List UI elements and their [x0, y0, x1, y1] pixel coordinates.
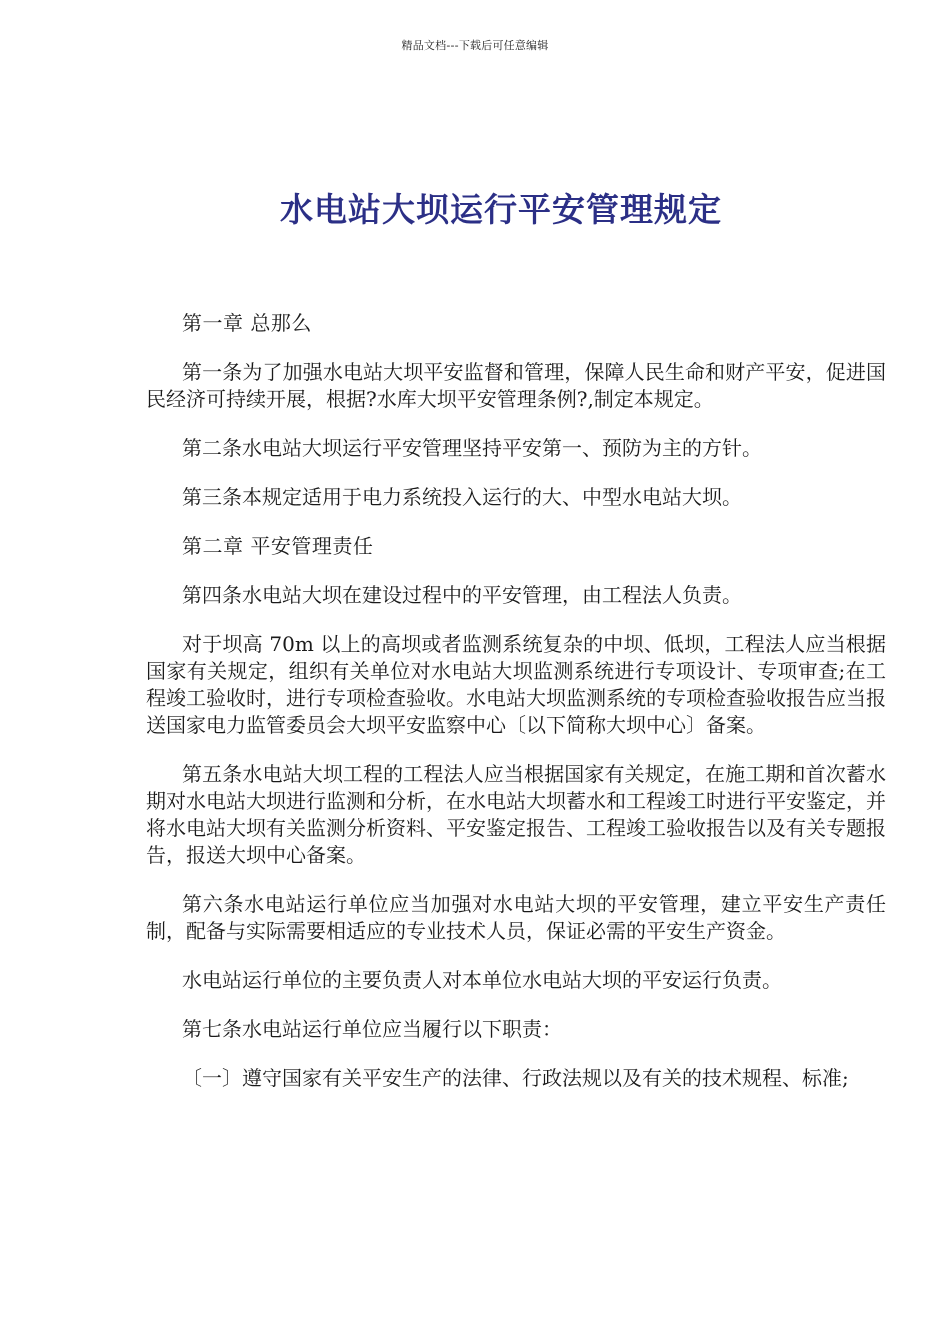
article-paragraph: 第三条本规定适用于电力系统投入运行的大、中型水电站大坝。 [182, 485, 742, 509]
article-paragraph: 第六条水电站运行单位应当加强对水电站大坝的平安管理，建立平安生产责任制，配备与实际需要相适应的专业技术人员，保证必需的平安生产资金。 [146, 892, 886, 943]
chapter-heading: 第一章 总那么 [182, 311, 312, 335]
list-item-paragraph: 〔一〕遵守国家有关平安生产的法律、行政法规以及有关的技术规程、标准; [182, 1066, 849, 1090]
article-paragraph: 第五条水电站大坝工程的工程法人应当根据国家有关规定，在施工期和首次蓄水期对水电站大坝进行监测和分析，在水电站大坝蓄水和工程竣工时进行平安鉴定，并将水电站大坝有关监测分析资料、平安鉴定报告、工程竣工验收报告以及有关专题报告，报送大坝中心备案。 [146, 762, 886, 867]
chapter-heading: 第二章 平安管理责任 [182, 534, 374, 558]
article-paragraph: 第四条水电站大坝在建设过程中的平安管理，由工程法人负责。 [182, 583, 742, 607]
document-title: 水电站大坝运行平安管理规定 [280, 190, 722, 229]
article-paragraph: 第七条水电站运行单位应当履行以下职责： [182, 1017, 562, 1041]
article-paragraph: 第二条水电站大坝运行平安管理坚持平安第一、预防为主的方针。 [182, 436, 762, 460]
page-header: 精品文档---下载后可任意编辑 [401, 39, 549, 52]
document-body [146, 310, 886, 1114]
article-paragraph: 对于坝高 70m 以上的高坝或者监测系统复杂的中坝、低坝，工程法人应当根据国家有关规定，组织有关单位对水电站大坝监测系统进行专项设计、专项审查;在工程竣工验收时，进行专项检查验收。水电站大坝监测系统的专项检查验收报告应当报送国家电力监管委员会大坝平安监察中心〔以下简称大坝中心〕备案。 [146, 632, 886, 737]
article-paragraph: 第一条为了加强水电站大坝平安监督和管理，保障人民生命和财产平安，促进国民经济可持续开展，根据?水库大坝平安管理条例?,制定本规定。 [146, 360, 886, 411]
article-paragraph: 水电站运行单位的主要负责人对本单位水电站大坝的平安运行负责。 [182, 968, 782, 992]
